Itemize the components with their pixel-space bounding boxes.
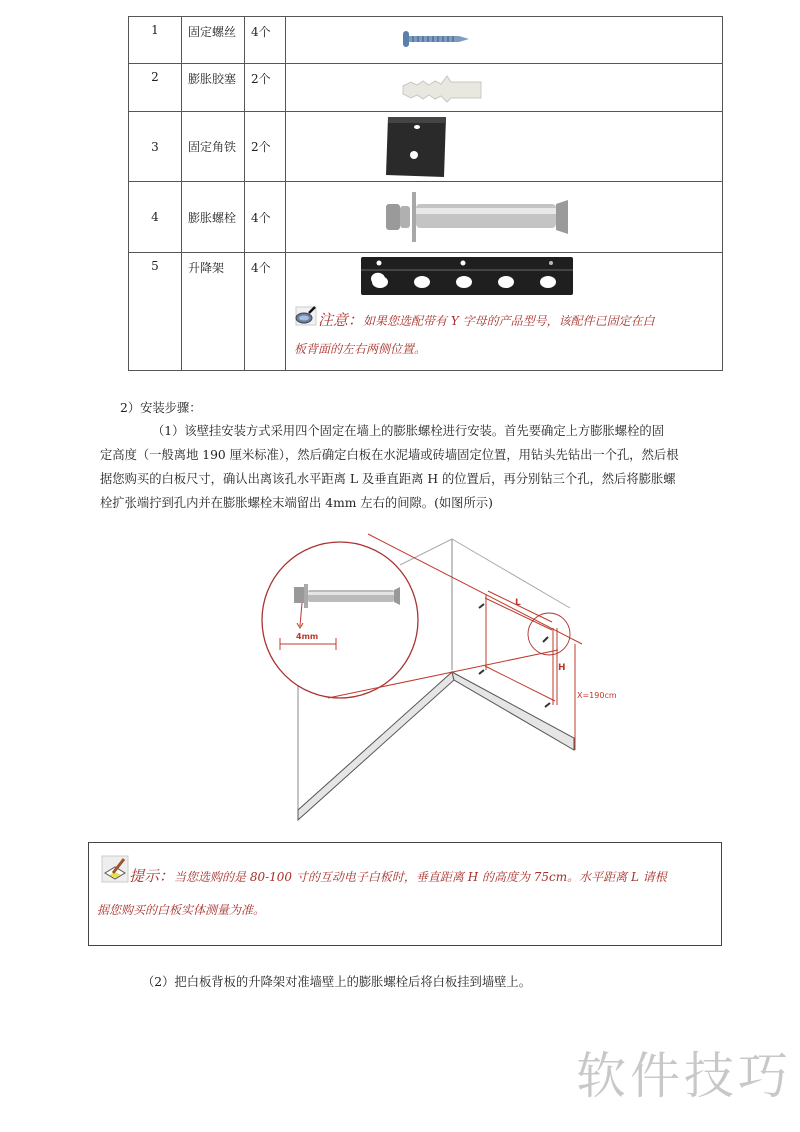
screw-icon <box>403 29 473 49</box>
step1-line1: （1）该壁挂安装方式采用四个固定在墙上的膨胀螺栓进行安装。首先要确定上方膨胀螺栓的固 <box>152 424 664 438</box>
row-name: 膨胀胶塞 <box>182 64 245 112</box>
row-image <box>286 17 723 64</box>
step1-line4: 栓扩张端拧到孔内并在膨胀螺栓末端留出 4mm 左右的间隙。(如图所示) <box>100 496 493 510</box>
table-row <box>129 64 723 112</box>
tip-line1: 当您选购的是 80-100 寸的互动电子白板时，垂直距离 H 的高度为 75cm。水平距离 L 请根 <box>174 870 667 884</box>
gap-label: 4mm <box>296 632 319 641</box>
row-image <box>286 112 723 182</box>
watermark: 软件技巧 <box>576 1047 792 1105</box>
row-name: 固定螺丝 <box>182 17 245 64</box>
step1-line2: 定高度（一般离地 190 厘米标准），然后确定白板在水泥墙或砖墙固定位置，用钻头先钻出一个孔，然后根 <box>100 448 679 462</box>
step1-line3: 据您购买的白板尺寸，确认出离该孔水平距离 L 及垂直距离 H 的位置后，再分别钻三个孔，然后将膨胀螺 <box>100 472 676 486</box>
row-name: 固定角铁 <box>182 112 245 182</box>
row-qty: 4个 <box>245 17 286 64</box>
row-qty: 4个 <box>245 253 286 371</box>
row-name: 升降架 <box>182 253 245 371</box>
table-row <box>129 112 723 182</box>
row-num: 5 <box>129 253 182 371</box>
row-qty: 2个 <box>245 64 286 112</box>
row-image <box>286 253 723 371</box>
L-label: L <box>515 598 521 608</box>
parts-table <box>128 16 723 371</box>
section-heading: 2）安装步骤： <box>120 401 202 415</box>
magnifier-note-icon <box>294 305 318 327</box>
tip-line1-wrap <box>101 855 667 886</box>
table-row <box>129 253 723 371</box>
note-text-line2: 板背面的左右两侧位置。 <box>294 342 427 356</box>
row-qty: 2个 <box>245 112 286 182</box>
row-num: 2 <box>129 64 182 112</box>
note-label: 注意： <box>318 311 364 329</box>
note-text-line1: 如果您选配带有 Y 字母的产品型号，该配件已固定在白 <box>363 314 655 328</box>
tip-line2: 据您购买的白板实体测量为准。 <box>97 903 266 917</box>
tip-label: 提示： <box>129 867 175 885</box>
row-num: 4 <box>129 182 182 253</box>
row-num: 3 <box>129 112 182 182</box>
step2: （2）把白板背板的升降架对准墙壁上的膨胀螺栓后将白板挂到墙壁上。 <box>142 975 532 989</box>
row-image <box>286 64 723 112</box>
angle-iron-icon <box>386 115 448 179</box>
wall-plug-icon <box>403 72 483 104</box>
note <box>294 305 655 357</box>
row-image <box>286 182 723 253</box>
tip-box <box>88 842 722 946</box>
H-label: H <box>558 663 566 673</box>
table-row <box>129 17 723 64</box>
expansion-bolt-icon <box>386 190 576 246</box>
X-label: X=190cm <box>577 691 617 700</box>
pencil-note-icon <box>101 855 129 883</box>
table-row <box>129 182 723 253</box>
installation-diagram <box>240 520 617 830</box>
row-name: 膨胀螺栓 <box>182 182 245 253</box>
row-num: 1 <box>129 17 182 64</box>
row-qty: 4个 <box>245 182 286 253</box>
bracket-icon <box>361 255 575 297</box>
